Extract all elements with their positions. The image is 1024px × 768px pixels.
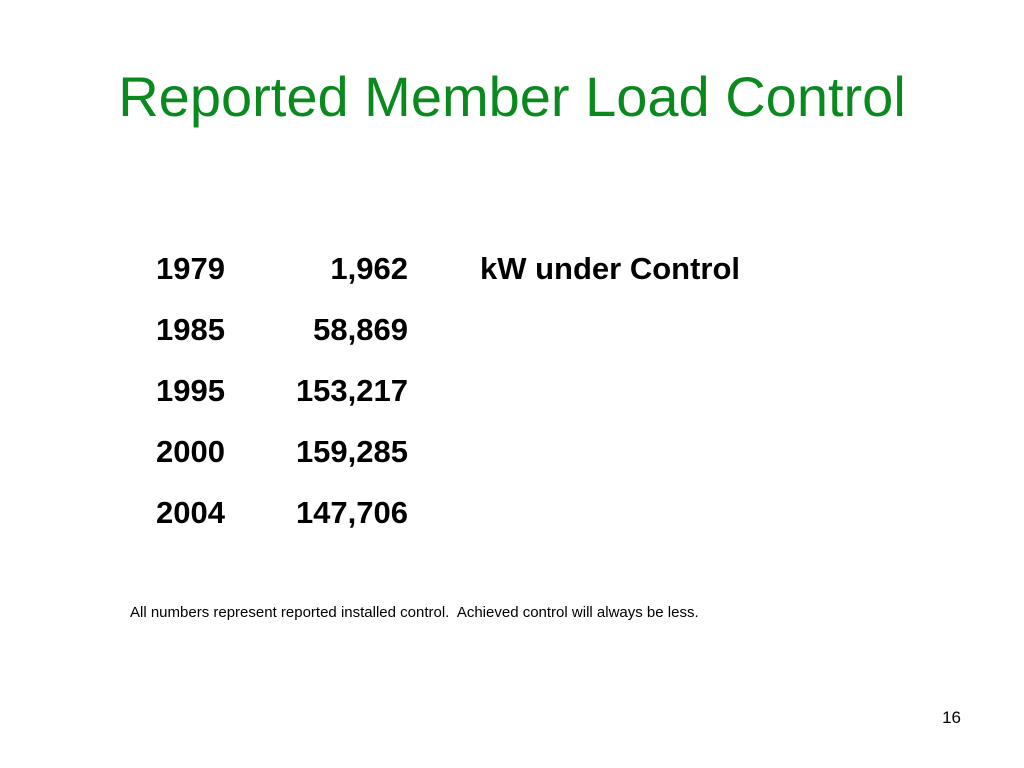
footnote: All numbers represent reported installed control. Achieved control will always be less.: [130, 604, 699, 621]
table-row: [130, 421, 740, 482]
value-cell: 153,217: [295, 372, 408, 408]
value-cell: 147,706: [295, 494, 408, 530]
unit-label: [408, 360, 740, 421]
unit-label: [408, 299, 740, 360]
value-cell: 58,869: [313, 311, 408, 347]
load-control-table: [130, 238, 740, 543]
value-cell: 1,962: [330, 250, 408, 286]
year-cell: 1985: [156, 311, 225, 347]
table-row: [130, 299, 740, 360]
value-cell: 159,285: [295, 433, 408, 469]
page-number: 16: [942, 708, 961, 727]
year-cell: 2004: [156, 494, 225, 530]
year-cell: 2000: [156, 433, 225, 469]
year-cell: 1995: [156, 372, 225, 408]
unit-label: [408, 421, 740, 482]
unit-label: [408, 482, 740, 543]
unit-label: kW under Control: [480, 250, 741, 286]
slide-title: Reported Member Load Control: [118, 65, 906, 128]
year-cell: 1979: [156, 250, 225, 286]
table-row: [130, 482, 740, 543]
table-row: [130, 360, 740, 421]
table-row: [130, 238, 740, 299]
